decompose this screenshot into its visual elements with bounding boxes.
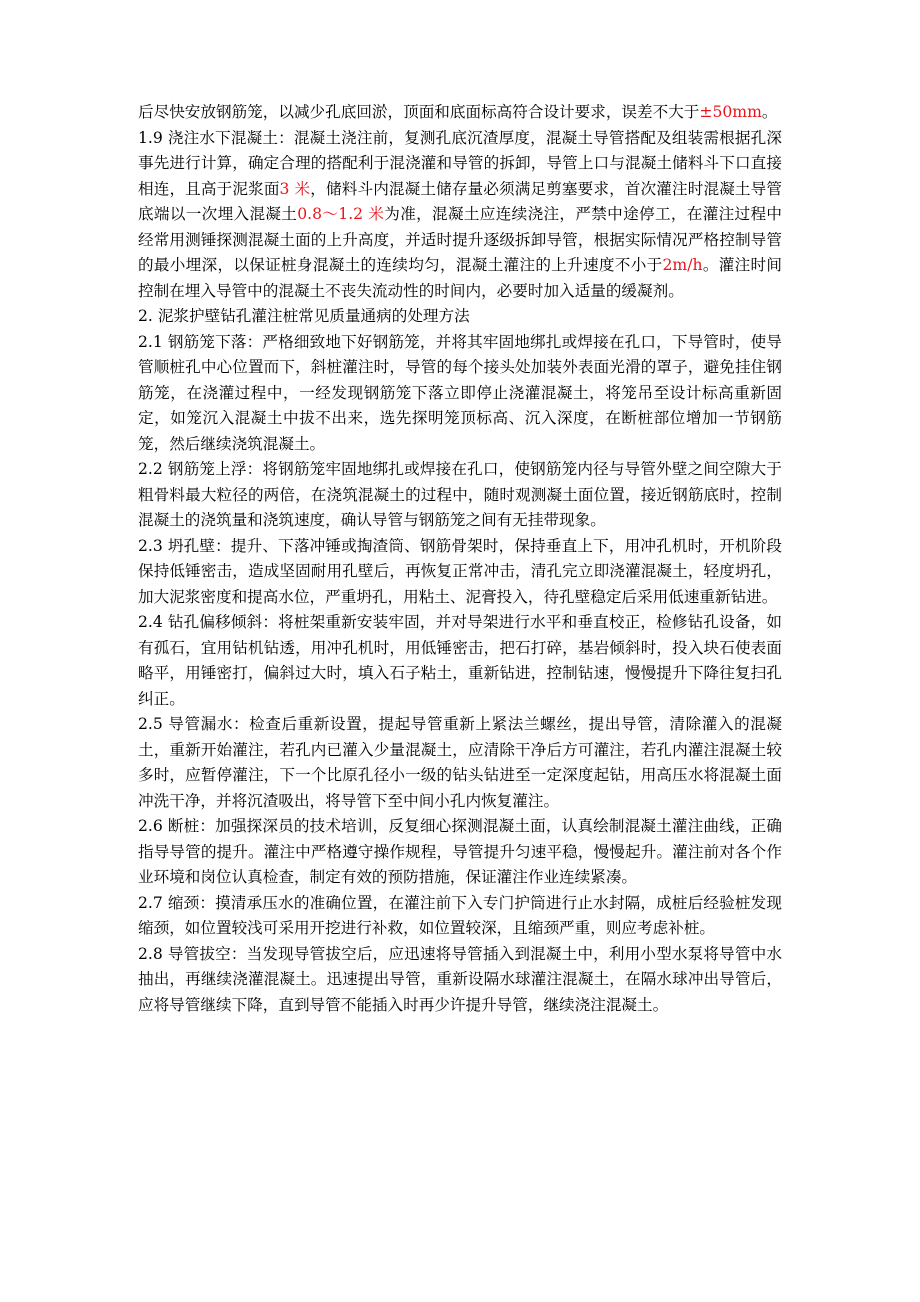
text-run: 。 [761, 103, 778, 121]
paragraph-continuation [138, 100, 782, 126]
text-run: ，储料斗内混凝土储存量必须满足剪塞要求，首次灌注时混凝土导管底端以一次埋入混凝土 [138, 179, 782, 223]
paragraph-2-6: 2.6 断桩：加强探深员的技术培训，反复细心探测混凝土面，认真绘制混凝土灌注曲线，正确指导导管的提升。灌注中严格遵守操作规程，导管提升匀速平稳，慢慢起升。灌注前对各个作业环境和岗位认真检查，制定有效的预防措施，保证灌注作业连续紧凑。 [138, 817, 782, 886]
paragraph-2-1: 2.1 钢筋笼下落：严格细致地下好钢筋笼，并将其牢固地绑扎或焊接在孔口，下导管时，使导管顺桩孔中心位置而下，斜桩灌注时，导管的每个接头处加装外表面光滑的罩子，避免挂住钢筋笼，在浇灌过程中，一经发现钢筋笼下落立即停止浇灌混凝土，将笼吊至设计标高重新固定，如笼沉入混凝土中拔不出来，选先探明笼顶标高、沉入深度，在断桩部位增加一节钢筋笼，然后继续浇筑混凝土。 [138, 332, 782, 453]
paragraph-2-3: 2.3 坍孔壁：提升、下落冲锤或掏渣筒、钢筋骨架时，保持垂直上下，用冲孔机时，开机阶段保持低锤密击，造成坚固耐用孔壁后，再恢复正常冲击，清孔完立即浇灌混凝土，轻度坍孔，加大泥浆密度和提高水位，严重坍孔，用粘土、泥膏投入，待孔壁稳定后采用低速重新钻进。 [138, 536, 782, 606]
section-heading-2: 2. 泥浆护壁钻孔灌注桩常见质量通病的处理方法 [138, 307, 470, 325]
paragraph-2-4: 2.4 钻孔偏移倾斜：将桩架重新安装牢固，并对导架进行水平和垂直校正，检修钻孔设备，如有孤石，宜用钻机钻透，用冲孔机时，用低锤密击，把石打碎，基岩倾斜时，投入块石使表面略平，用锤密打，偏斜过大时，填入石子粘土，重新钻进，控制钻速，慢慢提升下降往复扫孔纠正。 [138, 613, 782, 708]
text-run: 。灌注时间控制在埋入导管中的混凝土不丧失流动性的时间内，必要时加入适量的缓凝剂。 [138, 256, 782, 300]
paragraph-1-9-underwater-concrete [138, 126, 782, 305]
document-body [138, 100, 782, 1018]
text-run: 1.9 浇注水下混凝土：混凝土浇注前，复测孔底沉渣厚度，混凝土导管搭配及组装需根据孔深事先进行计算，确定合理的搭配利于混浇灌和导管的拆卸，导管上口与混凝土储料斗下口直接相连，且高于泥浆面 [138, 128, 782, 198]
paragraph-2-7: 2.7 缩颈：摸清承压水的准确位置，在灌注前下入专门护筒进行止水封隔，成桩后经验桩发现缩颈，如位置较浅可采用开挖进行补救，如位置较深，且缩颈严重，则应考虑补桩。 [138, 893, 782, 937]
text-run: 后尽快安放钢筋笼，以减少孔底回淤，顶面和底面标高符合设计要求，误差不大于 [138, 103, 700, 121]
paragraph-2-8: 2.8 导管拔空：当发现导管拔空后，应迅速将导管插入到混凝土中，利用小型水泵将导管中水抽出，再继续浇灌混凝土。迅速提出导管，重新设隔水球灌注混凝土，在隔水球冲出导管后，应将导管继续下降，直到导管不能插入时再少许提升导管，继续浇注混凝土。 [138, 944, 782, 1014]
highlight-rise-speed: 2m/h [662, 256, 703, 274]
text-run: 为准，混凝土应连续浇注，严禁中途停工，在灌注过程中经常用测锤探测混凝土面的上升高度，并适时提升逐级拆卸导管，根据实际情况严格控制导管的最小埋深，以保证桩身混凝土的连续均匀，混凝土灌注的上升速度不小于 [138, 205, 782, 274]
highlight-embed-depth: 0.8～1.2 米 [297, 205, 385, 223]
paragraph-2-5: 2.5 导管漏水：检查后重新设置，提起导管重新上紧法兰螺丝，提出导管，清除灌入的混凝土，重新开始灌注，若孔内已灌入少量混凝土，应清除干净后方可灌注，若孔内灌注混凝土较多时，应暂停灌注，下一个比原孔径小一级的钻头钻进至一定深度起钻，用高压水将混凝土面冲洗干净，并将沉渣吸出，将导管下至中间小孔内恢复灌注。 [138, 715, 782, 810]
paragraph-2-2: 2.2 钢筋笼上浮：将钢筋笼牢固地绑扎或焊接在孔口，使钢筋笼内径与导管外壁之间空隙大于粗骨料最大粒径的两倍，在浇筑混凝土的过程中，随时观测凝土面位置，接近钢筋底时，控制混凝土的浇筑量和浇筑速度，确认导管与钢筋笼之间有无挂带现象。 [138, 460, 782, 529]
highlight-tolerance: ±50mm [699, 103, 762, 121]
highlight-height: 3 米 [279, 179, 311, 198]
